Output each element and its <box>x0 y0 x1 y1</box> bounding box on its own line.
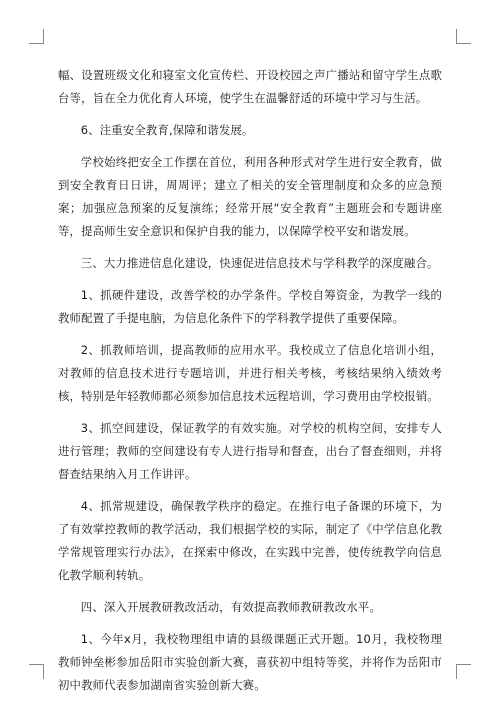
paragraph-research-projects: 1、今年x月，我校物理组申请的县级课题正式开题。10月，我校物理教师钟垒彬参加岳阳市实验创新大赛，喜获初中组特等奖，并将作为岳阳市初中教师代表参加湖南省实验创新大赛。 <box>58 632 442 692</box>
paragraph-routine-building: 4、抓常规建设，确保教学秩序的稳定。在推行电子备课的环境下，为了有效掌控教师的教学活动，我们根据学校的实际，制定了《中学信息化教学常规管理实行办法》，在探索中修改，在实践中完善，使传统教学向信息化教学顺利转轨。 <box>58 499 442 582</box>
crop-mark-bottom-right <box>456 664 471 679</box>
crop-mark-bottom-left <box>29 664 44 679</box>
paragraph-heading-safety: 6、注重安全教育,保障和谐发展。 <box>80 123 254 137</box>
paragraph-safety-body: 学校始终把安全工作摆在首位，利用各种形式对学生进行安全教育，做到安全教育日日讲，周周评；建立了相关的安全管理制度和众多的应急预案；加强应急预案的反复演练；经常开展“安全教育”主题班会和专题讲座等，提高师生安全意识和保护自我的能力，以保障学校平安和谐发展。 <box>58 155 442 238</box>
crop-mark-top-left <box>29 29 44 44</box>
paragraph-space-building: 3、抓空间建设，保证教学的有效实施。对学校的机构空间，安排专人进行管理；教师的空间建设有专人进行指导和督查，出台了督查细则，并将督查结果纳入月工作讲评。 <box>58 421 442 481</box>
paragraph-hardware: 1、抓硬件建设，改善学校的办学条件。学校自筹资金，为教学一线的教师配置了手提电脑，为信息化条件下的学科教学提供了重要保障。 <box>58 288 442 325</box>
paragraph-section-four-heading: 四、深入开展教研教改活动，有效提高教师教研教改水平。 <box>80 600 381 614</box>
paragraph-continuation: 幅、设置班级文化和寝室文化宣传栏、开设校园之声广播站和留守学生点歌台等，旨在全力优化育人环境，使学生在温馨舒适的环境中学习与生活。 <box>58 68 442 105</box>
document-body <box>58 64 442 706</box>
crop-mark-top-right <box>456 29 471 44</box>
paragraph-section-three-heading: 三、大力推进信息化建设，快速促进信息技术与学科教学的深度融合。 <box>80 256 439 270</box>
paragraph-teacher-training: 2、抓教师培训，提高教师的应用水平。我校成立了信息化培训小组，对教师的信息技术进行专题培训，并进行相关考核，考核结果纳入绩效考核，特别是年轻教师都必须参加信息技术远程培训，学习费用由学校报销。 <box>58 343 442 403</box>
